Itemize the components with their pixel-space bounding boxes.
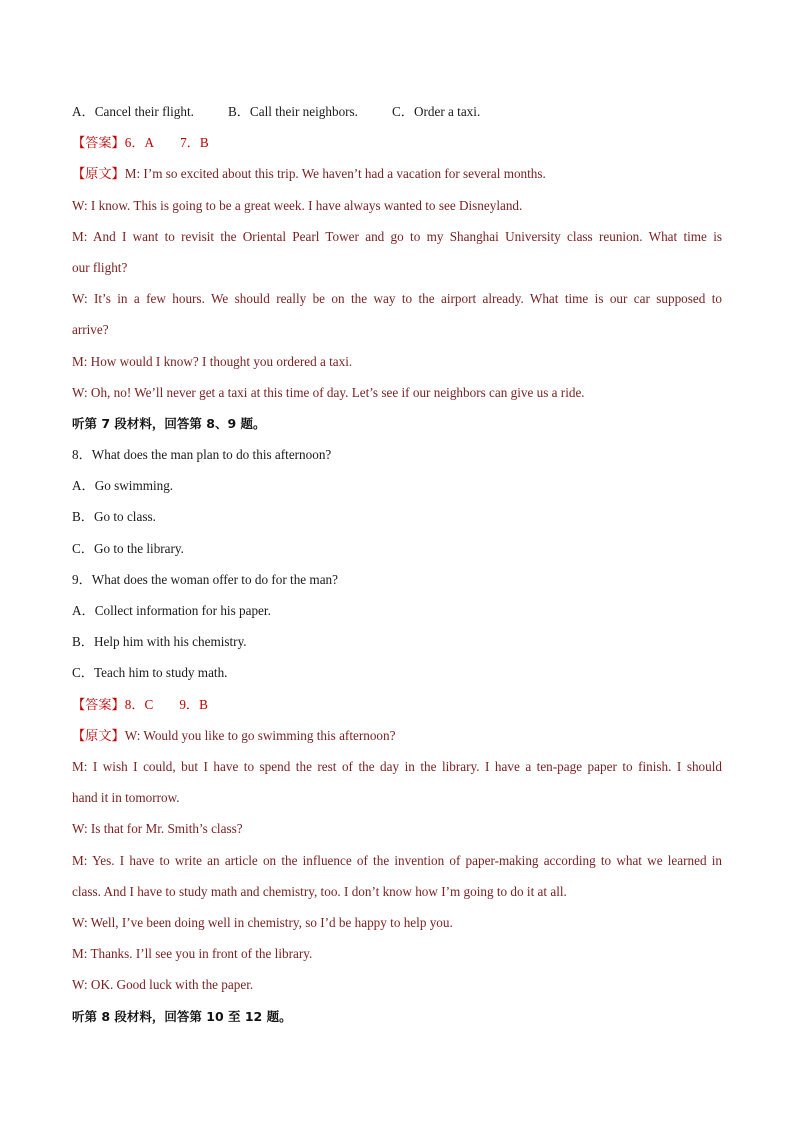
q9-option-b: B．Help him with his chemistry.: [72, 634, 247, 650]
transcript-6-7-line-1: [72, 158, 722, 189]
dialogue-line: M: And I want to revisit the Oriental Pearl Tower and go to my Shanghai University class reunion. What time is: [72, 228, 722, 244]
dialogue-line: M: I wish I could, but I have to spend the rest of the day in the library. I have a ten-page paper to finish. I should: [72, 758, 722, 774]
q9-option-c: C．Teach him to study math.: [72, 665, 228, 681]
answer-6-7: [72, 127, 722, 158]
dialogue-line: W: It’s in a few hours. We should really be on the way to the airport already. What time is our car supposed to: [72, 291, 722, 307]
answer-q8: 8．C: [124, 696, 154, 712]
answer-label: 【答案】: [72, 696, 125, 712]
q9-option-a: A．Collect information for his paper.: [72, 603, 271, 619]
dialogue-line: W: Would you like to go swimming this afternoon?: [124, 727, 396, 743]
answer-label: 【答案】: [72, 135, 125, 151]
dialogue-line: W: OK. Good luck with the paper.: [72, 977, 254, 993]
dialogue-line: M: I’m so excited about this trip. We haven’t had a vacation for several months.: [124, 166, 546, 182]
q7-option-a: A．Cancel their flight.: [72, 104, 194, 119]
q8-question: 8．What does the man plan to do this afternoon?: [72, 447, 332, 463]
transcript-label: 【原文】: [72, 166, 125, 182]
dialogue-line: M: Yes. I have to write an article on the influence of the invention of paper-making according to what we learned in: [72, 852, 722, 868]
answer-q9: 9．B: [179, 696, 208, 712]
answer-q6: 6．A: [124, 135, 155, 151]
q7-option-b: B．Call their neighbors.: [227, 104, 358, 119]
dialogue-line: class. And I have to study math and chemistry, too. I don’t know how I’m going to do it at all.: [72, 883, 567, 899]
dialogue-line: M: How would I know? I thought you ordered a taxi.: [72, 353, 353, 369]
section-8-heading: 听第 8 段材料，回答第 10 至 12 题。: [72, 1008, 292, 1024]
q9-question: 9．What does the woman offer to do for the man?: [72, 571, 338, 587]
q7-options: [72, 96, 722, 127]
q8-option-b: B．Go to class.: [72, 509, 156, 525]
dialogue-line: our flight?: [72, 259, 128, 275]
q8-option-a: A．Go swimming.: [72, 478, 174, 494]
dialogue-line: arrive?: [72, 322, 109, 338]
dialogue-line: W: Oh, no! We’ll never get a taxi at this time of day. Let’s see if our neighbors can give us a ride.: [72, 384, 585, 400]
dialogue-line: hand it in tomorrow.: [72, 790, 180, 806]
q7-option-c: C．Order a taxi.: [391, 104, 481, 119]
transcript-label: 【原文】: [72, 727, 125, 743]
answer-8-9: [72, 689, 722, 720]
dialogue-line: W: I know. This is going to be a great week. I have always wanted to see Disneyland.: [72, 197, 523, 213]
transcript-8-9-line-1: [72, 720, 722, 751]
document-page: [72, 96, 722, 1032]
q8-option-c: C．Go to the library.: [72, 540, 184, 556]
section-7-heading: 听第 7 段材料，回答第 8、9 题。: [72, 415, 266, 431]
dialogue-line: M: Thanks. I’ll see you in front of the library.: [72, 946, 313, 962]
dialogue-line: W: Is that for Mr. Smith’s class?: [72, 821, 243, 837]
dialogue-line: W: Well, I’ve been doing well in chemistry, so I’d be happy to help you.: [72, 914, 453, 930]
answer-q7: 7．B: [180, 135, 209, 151]
